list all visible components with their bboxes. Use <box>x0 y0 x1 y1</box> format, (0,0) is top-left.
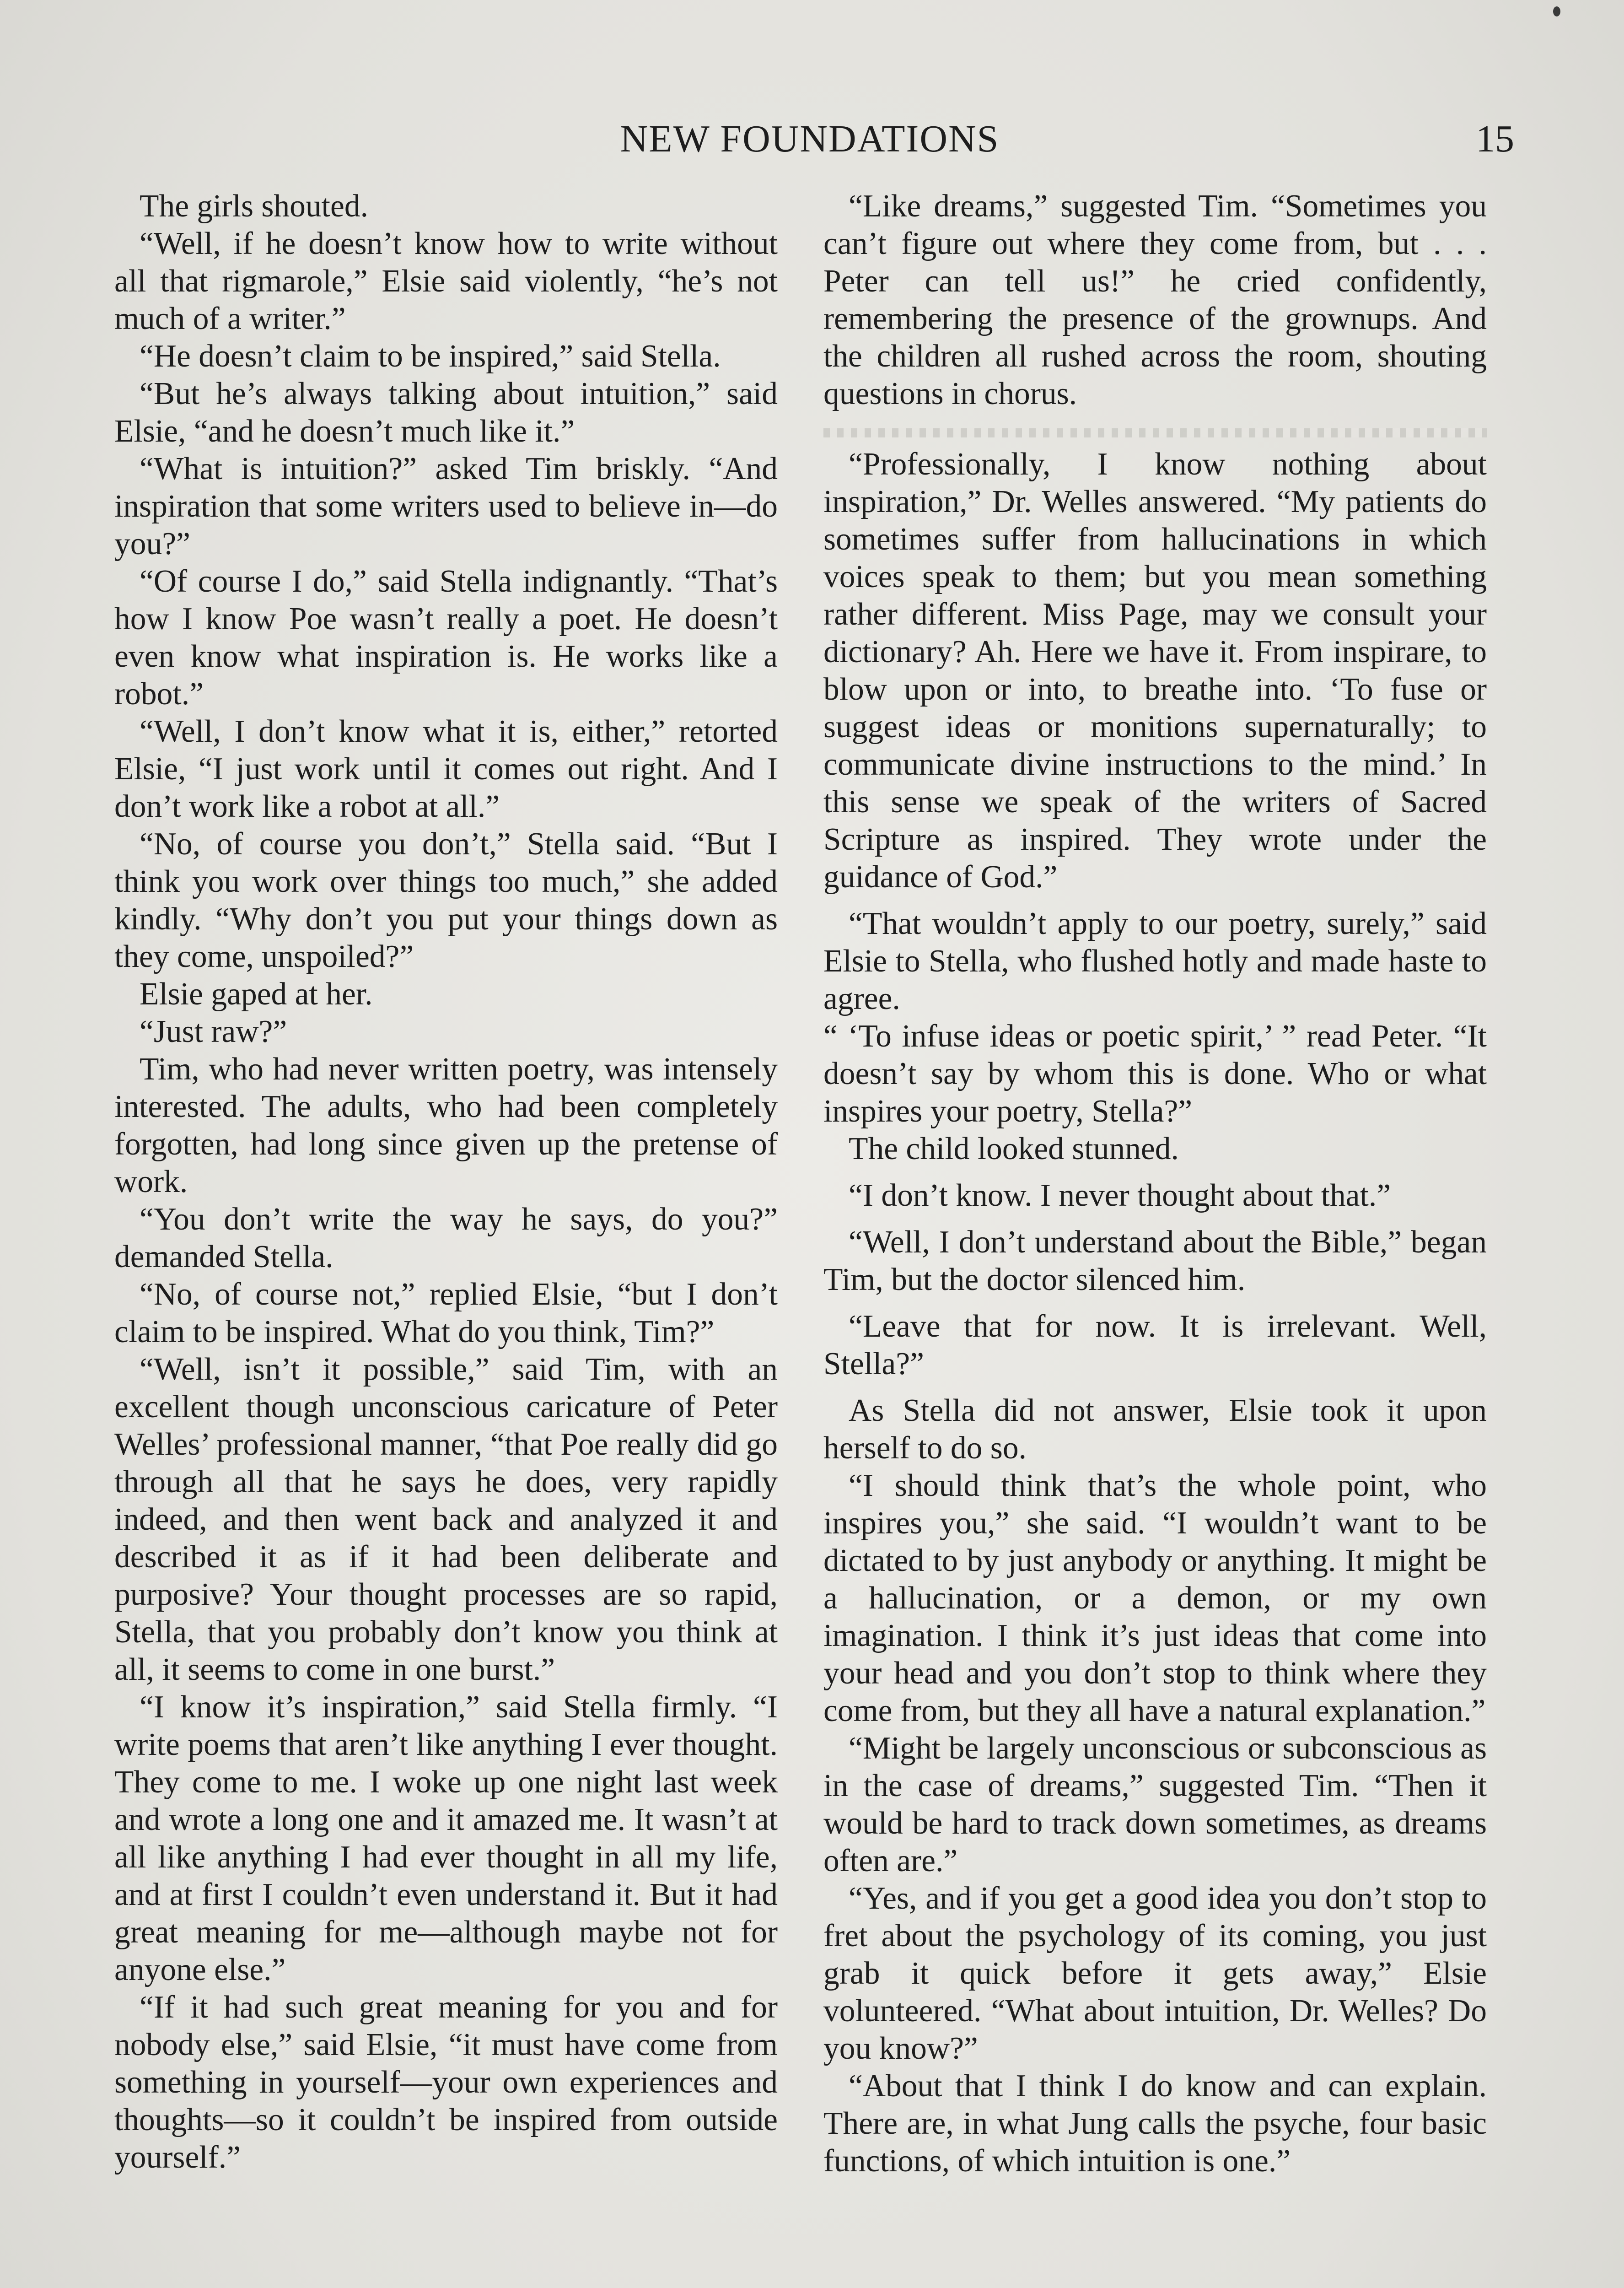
paragraph: “Well, I don’t understand about the Bible,” began Tim, but the doctor silenced him. <box>823 1225 1487 1297</box>
paragraph: “Like dreams,” suggested Tim. “Sometimes you can’t figure out where they come from, but . . . Peter can tell us!” he cried confidently, remembering the presence of the grownups. And the children all rushed across the room, shouting questions in chorus. <box>823 189 1487 411</box>
paragraph: As Stella did not answer, Elsie took it upon herself to do so. <box>823 1393 1487 1466</box>
paragraph: “No, of course you don’t,” Stella said. “But I think you work over things too much,” she added kindly. “Why don’t you put your things down as they come, unspoiled?” <box>114 826 778 974</box>
paragraph: “You don’t write the way he says, do you?” demanded Stella. <box>114 1202 778 1274</box>
paragraph: Elsie gaped at her. <box>140 977 373 1012</box>
paragraph: “What is intuition?” asked Tim briskly. “And inspiration that some writers used to believe in—do you?” <box>114 451 778 561</box>
paragraph: “Professionally, I know nothing about inspiration,” Dr. Welles answered. “My patients do sometimes suffer from hallucinations in which voices speak to them; but you mean something rather different. Miss Page, may we consult your dictionary? Ah. Here we have it. From inspirare, to blow upon or into, to breathe into. ‘To fuse or suggest ideas or monitions supernaturally; to communicate divine instructions to the mind.’ In this sense we speak of the writers of Sacred Scripture as inspired. They wrote under the guidance of God.” <box>823 447 1487 895</box>
running-header <box>105 117 1514 167</box>
paragraph: “About that I think I do know and can explain. There are, in what Jung calls the psyche, four basic functions, of which intuition is one.” <box>823 2068 1487 2179</box>
paragraph: “I know it’s inspiration,” said Stella firmly. “I write poems that aren’t like anything I ever thought. They come to me. I woke up one night last week and wrote a long one and it amazed me. It wasn’t at all like anything I had ever thought in all my life, and at first I couldn’t even understand it. But it had great meaning for me—although maybe not for anyone else.” <box>114 1689 778 1987</box>
paragraph: “But he’s always talking about intuition,” said Elsie, “and he doesn’t much like it.” <box>114 376 778 449</box>
paragraph: “Well, isn’t it possible,” said Tim, with an excellent though unconscious caricature of Peter Welles’ professional manner, “that Poe really did go through all that he says he does, very rapidly indeed, and then went back and analyzed it and described it as if it had been deliberate and purposive? Your thought processes are so rapid, Stella, that you probably don’t know you think at all, it seems to come in one burst.” <box>114 1352 778 1687</box>
paragraph: “Well, I don’t know what it is, either,” retorted Elsie, “I just work until it comes out right. And I don’t work like a robot at all.” <box>114 714 778 824</box>
paragraph: “Just raw?” <box>140 1014 287 1049</box>
publication-title: NEW FOUNDATIONS <box>620 118 1000 160</box>
section-break <box>823 428 1487 437</box>
paragraph: The girls shouted. <box>140 189 368 224</box>
paragraph: “If it had such great meaning for you and for nobody else,” said Elsie, “it must have come from something in yourself—your own experiences and thoughts—so it couldn’t be inspired from outside yourself.” <box>114 1990 778 2175</box>
paragraph: “Yes, and if you get a good idea you don’t stop to fret about the psychology of its coming, you just grab it quick before it gets away,” Elsie volunteered. “What about intuition, Dr. Welles? Do you know?” <box>823 1881 1487 2066</box>
paragraph: “No, of course not,” replied Elsie, “but I don’t claim to be inspired. What do you think, Tim?” <box>114 1277 778 1349</box>
ink-speck <box>1553 6 1560 16</box>
left-text-column <box>114 188 778 2288</box>
paragraph: “He doesn’t claim to be inspired,” said Stella. <box>140 339 721 374</box>
page-number: 15 <box>1476 118 1514 160</box>
paragraph: “Leave that for now. It is irrelevant. Well, Stella?” <box>823 1309 1487 1381</box>
paragraph: The child looked stunned. <box>849 1131 1179 1166</box>
paragraph: “Well, if he doesn’t know how to write without all that rigmarole,” Elsie said violently, “he’s not much of a writer.” <box>114 226 778 336</box>
paragraph: “That wouldn’t apply to our poetry, surely,” said Elsie to Stella, who flushed hotly and made haste to agree. <box>823 906 1487 1016</box>
paragraph: “Might be largely unconscious or subconscious as in the case of dreams,” suggested Tim. “Then it would be hard to track down sometimes, as dreams often are.” <box>823 1731 1487 1878</box>
right-text-column <box>823 188 1487 2288</box>
paragraph: “I don’t know. I never thought about that.” <box>849 1178 1391 1213</box>
paragraph: “ ‘To infuse ideas or poetic spirit,’ ” read Peter. “It doesn’t say by whom this is done. Who or what inspires your poetry, Stella?” <box>823 1019 1487 1129</box>
paragraph: “Of course I do,” said Stella indignantly. “That’s how I know Poe wasn’t really a poet. He doesn’t even know what inspiration is. He works like a robot.” <box>114 564 778 712</box>
paragraph: Tim, who had never written poetry, was intensely interested. The adults, who had been completely forgotten, had long since given up the pretense of work. <box>114 1052 778 1199</box>
paragraph: “I should think that’s the whole point, who inspires you,” she said. “I wouldn’t want to be dictated to by just anybody or anything. It might be a hallucination, or a demon, or my own imagination. I think it’s just ideas that come into your head and you don’t stop to think where they come from, but they all have a natural explanation.” <box>823 1468 1487 1728</box>
